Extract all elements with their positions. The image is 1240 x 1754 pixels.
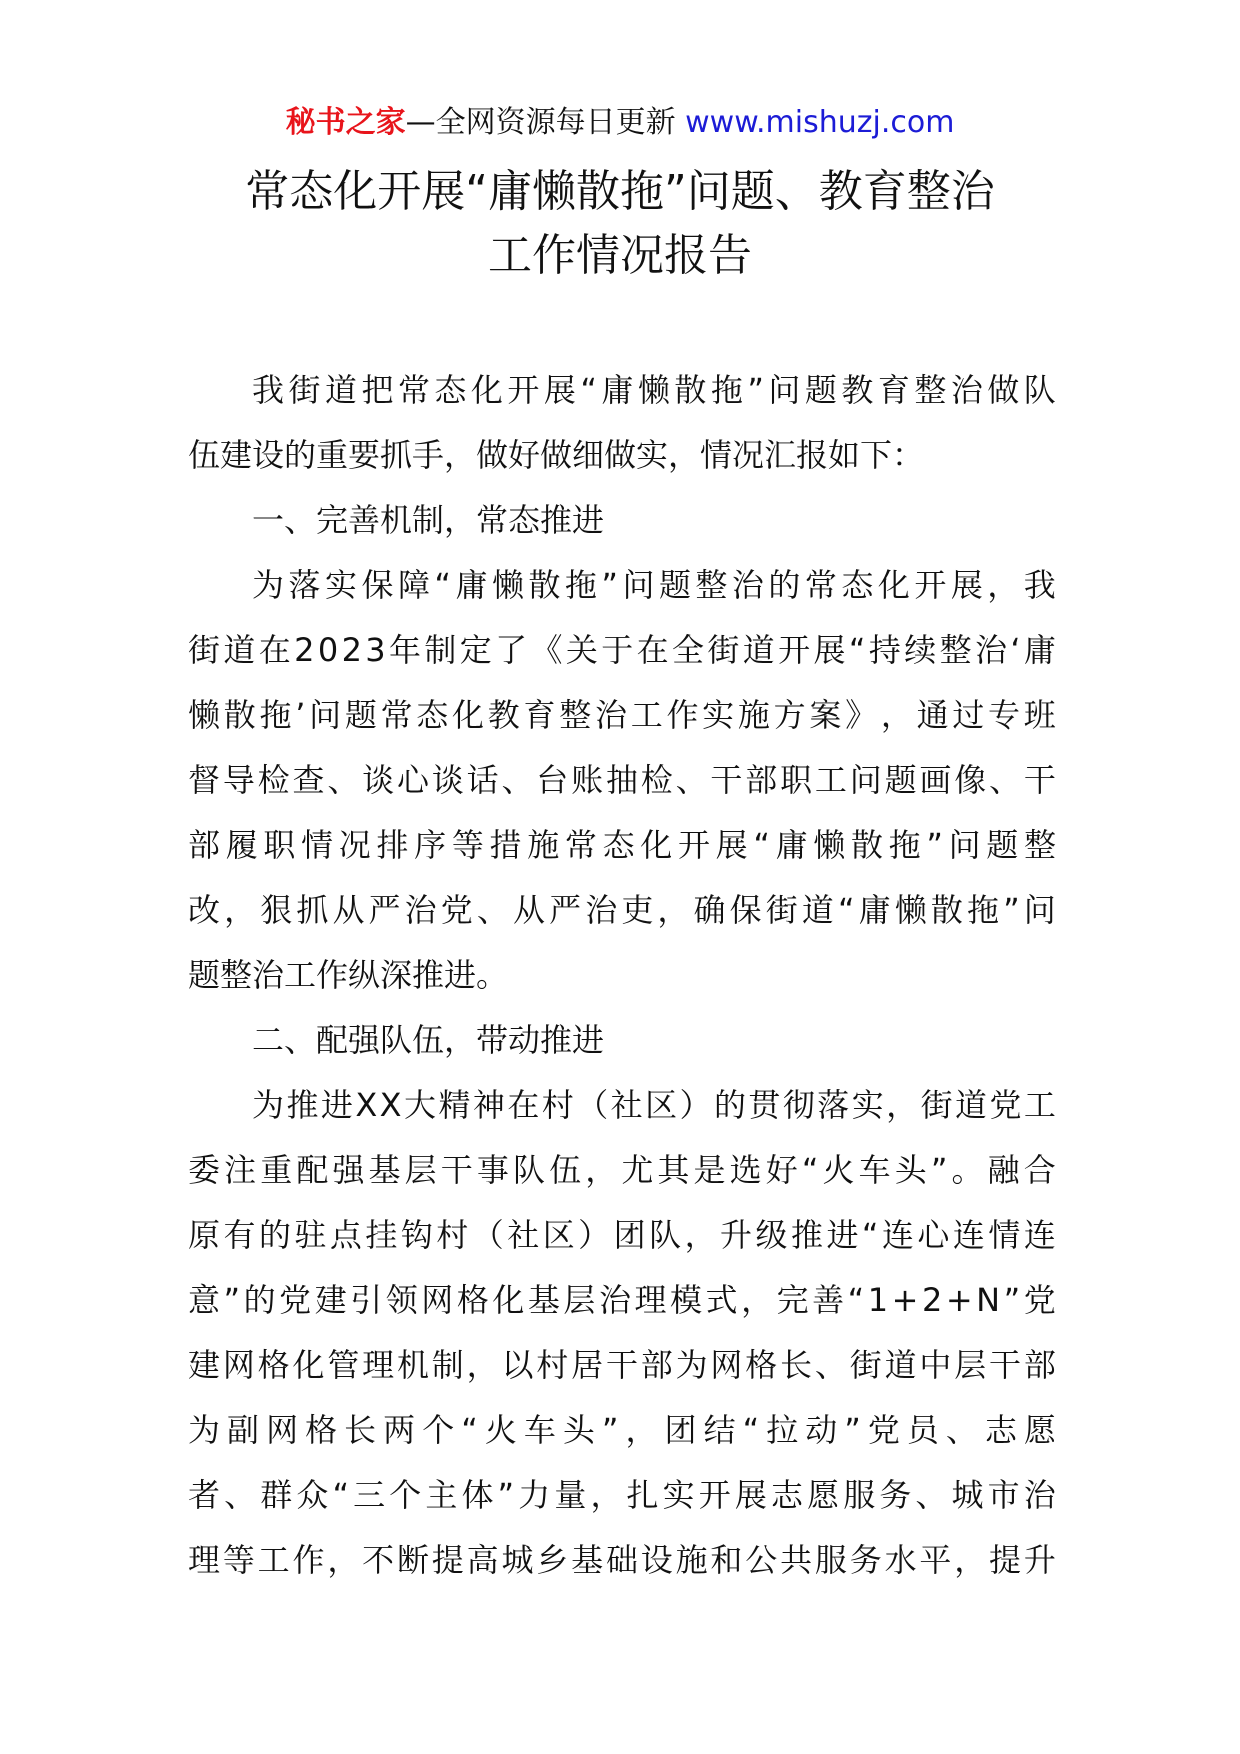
paragraph-line: 建 网 格 化 管 理 机 制 ， 以 村 居 干 部 为 网 格 长 、 街 道 中 层 干 部 [188,1346,1056,1384]
paragraph-line: 我 街 道 把 常 态 化 开 展 “ 庸 懒 散 拖 ” 问 题 教 育 整 治 做 队 [252,371,1056,409]
brand-name: 秘书之家 [285,105,406,140]
paragraph-line: 题整治工作纵深推进。 [188,956,509,994]
site-url-link[interactable]: www.mishuzj.com [685,105,955,140]
paragraph-line: 督 导 检 查 、 谈 心 谈 话 、 台 账 抽 检 、 干 部 职 工 问 题 画 像 、 干 [188,761,1056,799]
paragraph-line: 为 落 实 保 障 “ 庸 懒 散 拖 ” 问 题 整 治 的 常 态 化 开 展 ， 我 [252,566,1056,604]
paragraph-line: 原 有 的 驻 点 挂 钩 村 （ 社 区 ） 团 队 ， 升 级 推 进 “ 连 心 连 情 连 [188,1216,1056,1254]
paragraph-line: 意 ” 的 党 建 引 领 网 格 化 基 层 治 理 模 式 ， 完 善 “ 1 + 2 + N ” 党 [188,1281,1056,1319]
paragraph-line: 伍建设的重要抓手，做好做细做实，情况汇报如下： [188,436,925,474]
section-heading: 二、配强队伍，带动推进 [252,1021,605,1059]
paragraph-line: 委 注 重 配 强 基 层 干 事 队 伍 ， 尤 其 是 选 好 “ 火 车 头 ” 。 融 合 [188,1151,1056,1189]
paragraph-line: 为 副 网 格 长 两 个 “ 火 车 头 ” ， 团 结 “ 拉 动 ” 党 员 、 志 愿 [188,1411,1056,1449]
section-heading: 一、完善机制，常态推进 [252,501,605,539]
header-tagline: —全网资源每日更新 [405,105,676,140]
title-line-2: 工作情况报告 [488,230,752,281]
document-body [188,358,1056,1593]
paragraph-line: 改 ， 狠 抓 从 严 治 党 、 从 严 治 吏 ， 确 保 街 道 “ 庸 懒 散 拖 ” 问 [188,891,1056,929]
paragraph-line: 部 履 职 情 况 排 序 等 措 施 常 态 化 开 展 “ 庸 懒 散 拖 ” 问 题 整 [188,826,1056,864]
paragraph-line: 为 推 进 X X 大 精 神 在 村 （ 社 区 ） 的 贯 彻 落 实 ， 街 道 党 工 [252,1086,1056,1124]
paragraph-line: 理 等 工 作 ， 不 断 提 高 城 乡 基 础 设 施 和 公 共 服 务 水 平 ， 提 升 [188,1541,1056,1579]
document-title [160,160,1080,288]
site-header [0,103,1240,143]
paragraph-line: 懒 散 拖 ’ 问 题 常 态 化 教 育 整 治 工 作 实 施 方 案 》 ， 通 过 专 班 [188,696,1056,734]
paragraph-line: 者 、 群 众 “ 三 个 主 体 ” 力 量 ， 扎 实 开 展 志 愿 服 务 、 城 市 治 [188,1476,1056,1514]
paragraph-line: 街 道 在 2 0 2 3 年 制 定 了 《 关 于 在 全 街 道 开 展 “ 持 续 整 治 ‘ 庸 [188,631,1056,669]
title-line-1: 常态化开展“庸懒散拖”问题、教育整治 [245,166,995,217]
